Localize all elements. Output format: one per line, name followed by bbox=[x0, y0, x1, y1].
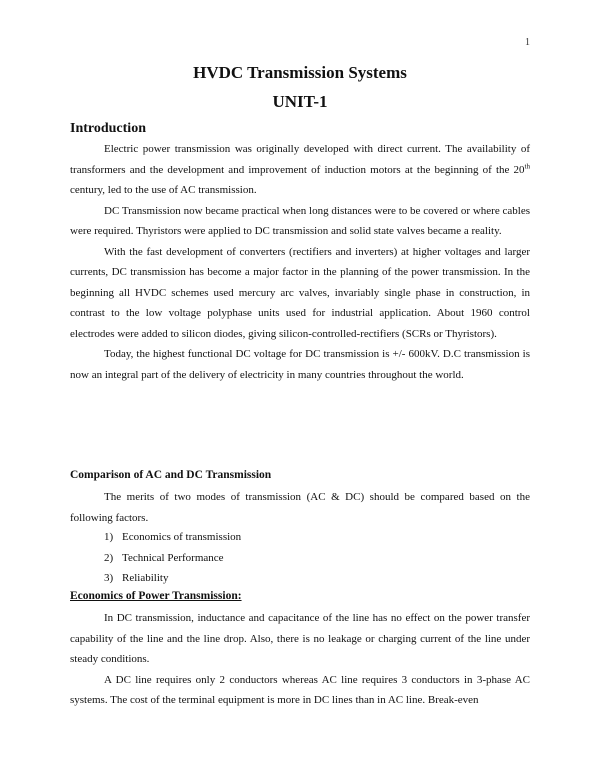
economics-paragraph-2: A DC line requires only 2 conductors whereas AC line requires 3 conductors in 3-phase AC systems. The cost of the terminal equipment is more in DC lines than in AC line. Break-even bbox=[70, 673, 530, 706]
economics-paragraph-1: In DC transmission, inductance and capacitance of the line has no effect on the power transfer capability of the line and the line drop. Also, there is no leakage or charging current of the line under steady conditions. bbox=[70, 612, 530, 665]
intro-paragraph-3: With the fast development of converters (rectifiers and inverters) at higher voltages and larger currents, DC transmission has become a major factor in the planning of the power transmission. In the beginning all HVDC schemes used mercury arc valves, invariably single phase in construction, in contrast to the low voltage polyphase units used for industrial application. About 1960 control electrodes were added to silicon diodes, giving silicon-controlled-rectifiers (SCRs or Thyristors). bbox=[70, 245, 530, 340]
intro-paragraph-1 bbox=[70, 139, 530, 201]
economics-heading: Economics of Power Transmission: bbox=[70, 590, 242, 602]
unit-title: UNIT-1 bbox=[272, 92, 328, 111]
comparison-heading: Comparison of AC and DC Transmission bbox=[70, 469, 272, 481]
comparison-body bbox=[70, 487, 530, 528]
list-item: 1) Economics of transmission bbox=[104, 531, 242, 543]
intro-paragraph-4: Today, the highest functional DC voltage for DC transmission is +/- 600kV. D.C transmission is now an integral part of the delivery of electricity in many countries throughout the world. bbox=[70, 348, 530, 381]
economics-body bbox=[70, 608, 530, 711]
superscript-th: th bbox=[524, 161, 530, 170]
document-title: HVDC Transmission Systems bbox=[193, 63, 407, 82]
page-number: 1 bbox=[525, 37, 530, 48]
introduction-body bbox=[70, 139, 530, 385]
list-item: 2) Technical Performance bbox=[104, 551, 224, 564]
list-item: 3) Reliability bbox=[104, 572, 169, 584]
comparison-intro: The merits of two modes of transmission (AC & DC) should be compared based on the following factors. bbox=[70, 491, 530, 524]
factors-list bbox=[104, 527, 241, 589]
intro-paragraph-2: DC Transmission now became practical when long distances were to be covered or where cables were required. Thyristors were applied to DC transmission and solid state valves became a reality. bbox=[70, 204, 530, 237]
introduction-heading: Introduction bbox=[70, 121, 146, 136]
intro-p1-text: Electric power transmission was originally developed with direct current. The availability of transformers and the development and improvement of induction motors at the beginning of the 20 bbox=[70, 143, 530, 176]
intro-p1-text-end: century, led to the use of AC transmission. bbox=[70, 184, 257, 196]
